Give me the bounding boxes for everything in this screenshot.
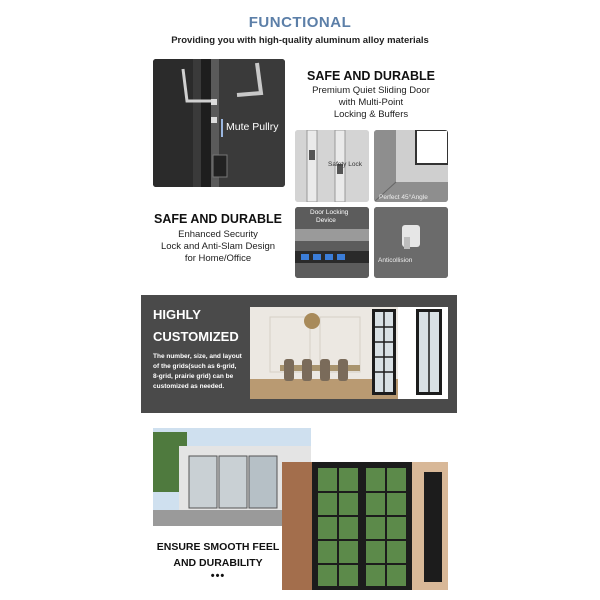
section1-body-line-2: with Multi-Point — [338, 97, 404, 108]
dining-room-photo — [250, 307, 448, 399]
french-doors-photo — [282, 462, 448, 590]
page-subtitle: Providing you with high-quality aluminum alloy materials — [171, 35, 429, 46]
section1-body-line-3: Locking & Buffers — [333, 109, 409, 120]
section2-body-line-3: for Home/Office — [184, 253, 252, 264]
customized-body-line-4: customized as needed. — [153, 383, 225, 390]
customized-body-line-1: The number, size, and layout — [153, 353, 242, 360]
section1-body-line-1: Premium Quiet Sliding Door — [312, 85, 430, 96]
anticollision-label: Anticollision — [378, 257, 413, 264]
customized-body-line-3: 8-grid, prairie grid) can be — [153, 373, 234, 380]
customized-heading-line-1: HIGHLY — [153, 307, 201, 322]
customized-heading-line-2: CUSTOMIZED — [153, 329, 239, 344]
door-locking-label-line-2: Device — [316, 217, 336, 224]
door-locking-label — [310, 209, 348, 225]
mute-pulley-label: Mute Pullry — [226, 121, 279, 133]
safety-lock-label: Safety Lock — [328, 161, 362, 168]
section2-body-line-2: Lock and Anti-Slam Design — [160, 241, 276, 252]
ellipsis-dots: ••• — [210, 570, 226, 582]
customized-body-line-2: of the grids(such as 6-grid, — [153, 363, 237, 370]
door-locking-label-line-1: Door Locking — [310, 209, 349, 216]
section2-heading: SAFE AND DURABLE — [153, 212, 282, 226]
section1-heading: SAFE AND DURABLE — [306, 69, 435, 83]
angle-thumb — [374, 130, 448, 202]
section2-body-line-1: Enhanced Security — [178, 229, 258, 240]
customized-body — [153, 352, 253, 392]
page-title: FUNCTIONAL — [248, 14, 352, 31]
anticollision-thumb — [374, 207, 448, 278]
smooth-feel-heading-line-1: ENSURE SMOOTH FEEL — [156, 541, 280, 553]
smooth-feel-heading-line-2: AND DURABILITY — [173, 557, 263, 569]
angle-label: Perfect 45°Angle — [379, 194, 428, 201]
